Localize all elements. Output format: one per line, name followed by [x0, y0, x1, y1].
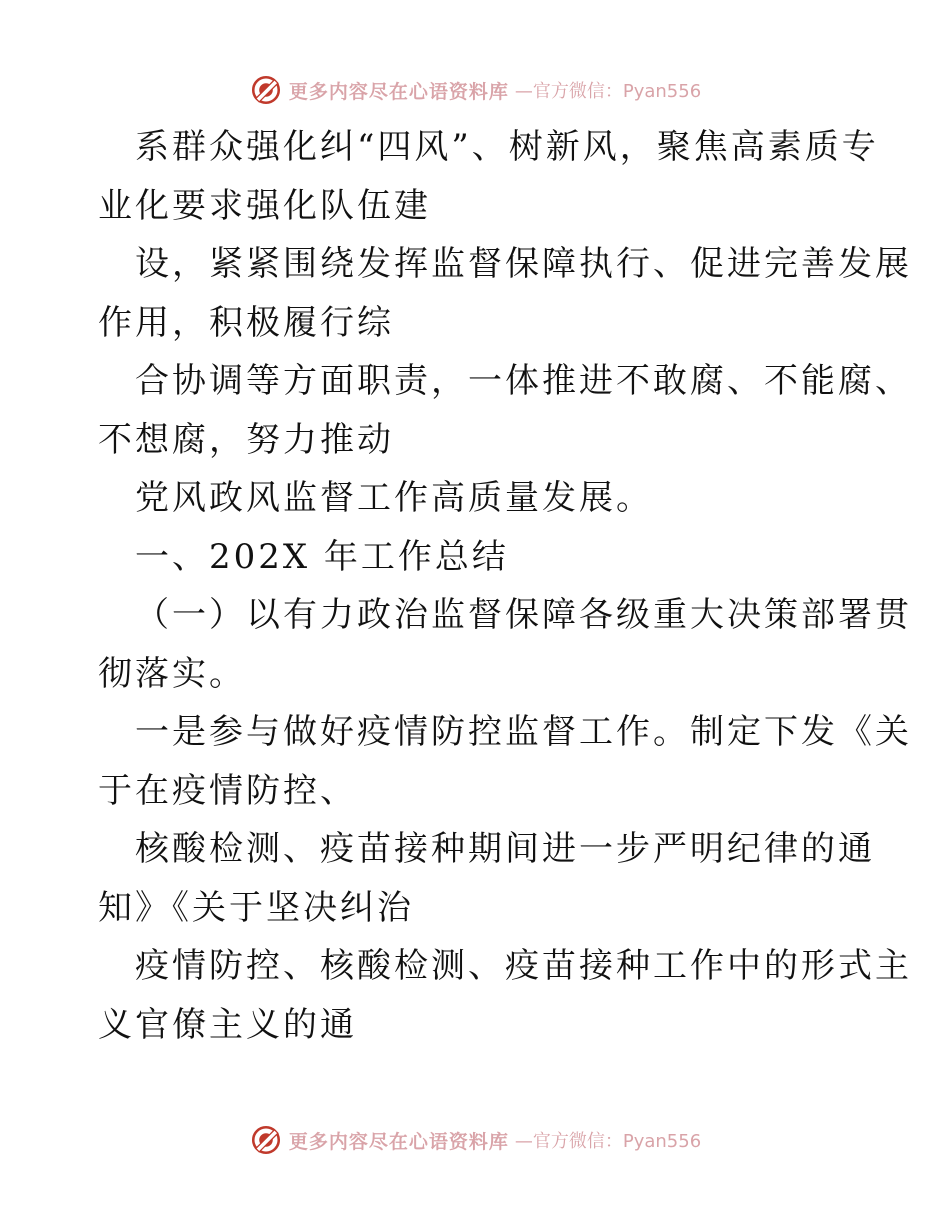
logo-icon	[249, 73, 283, 107]
header-banner	[0, 70, 950, 110]
text-line: 彻落实。	[98, 653, 246, 694]
document-body	[98, 118, 912, 1054]
banner-main-text: 更多内容尽在心语资料库	[288, 1130, 509, 1153]
text-line: 系群众强化纠“四风”、树新风，聚焦高素质专	[135, 127, 879, 167]
section-heading: 一、202X 年工作总结	[135, 536, 509, 577]
text-line: 疫情防控、核酸检测、疫苗接种工作中的形式主	[135, 946, 912, 986]
text-line: 一是参与做好疫情防控监督工作。制定下发《关	[135, 712, 912, 752]
logo-icon	[249, 1123, 283, 1157]
banner-main-text: 更多内容尽在心语资料库	[288, 80, 509, 103]
text-line: 核酸检测、疫苗接种期间进一步严明纪律的通	[135, 829, 875, 869]
text-line: 党风政风监督工作高质量发展。	[135, 478, 653, 518]
text-line: 作用，积极履行综	[98, 302, 394, 343]
banner-wechat-text: —官方微信：Pyan556	[514, 1131, 702, 1152]
banner-wechat-text: —官方微信：Pyan556	[514, 81, 702, 102]
text-line: 设，紧紧围绕发挥监督保障执行、促进完善发展	[135, 244, 912, 284]
text-line: 知》《关于坚决纠治	[98, 887, 414, 928]
text-line: 义官僚主义的通	[98, 1004, 357, 1045]
subsection-heading: （一）以有力政治监督保障各级重大决策部署贯	[135, 595, 912, 635]
footer-banner	[0, 1120, 950, 1160]
text-line: 于在疫情防控、	[98, 770, 357, 811]
text-line: 不想腐，努力推动	[98, 419, 394, 460]
text-line: 合协调等方面职责，一体推进不敢腐、不能腐、	[135, 361, 912, 401]
text-line: 业化要求强化队伍建	[98, 185, 431, 226]
